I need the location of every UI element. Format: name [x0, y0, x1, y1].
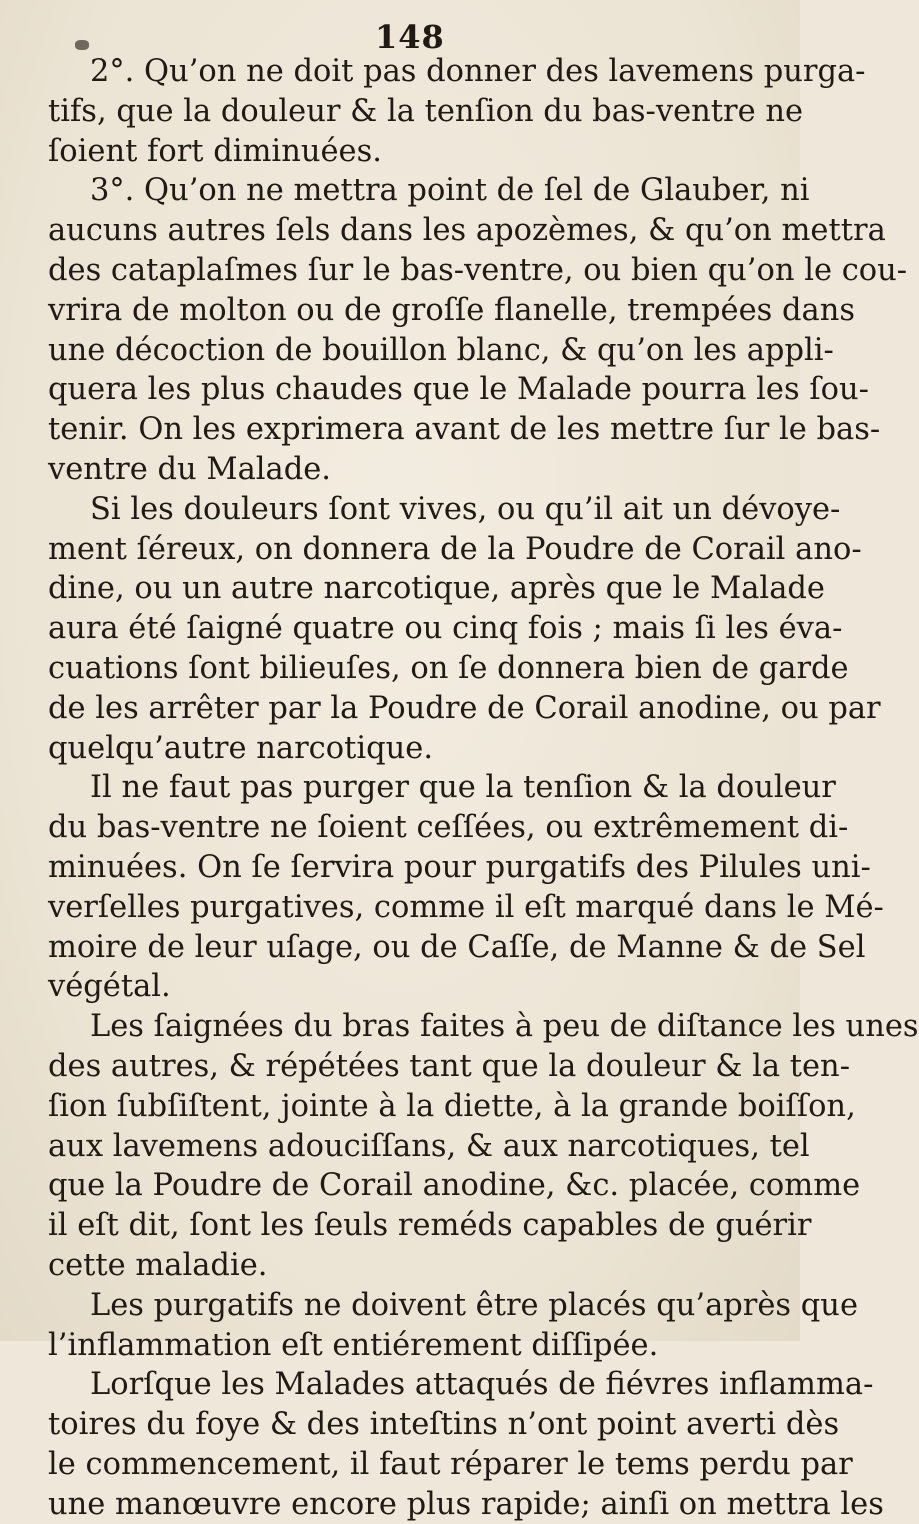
- text-line: des cataplaſmes ſur le bas-ventre, ou bien qu’on le cou-: [48, 252, 908, 288]
- text-line: une manœuvre encore plus rapide; ainſi on mettra les: [48, 1486, 884, 1522]
- text-line: végétal.: [48, 969, 171, 1005]
- text-line: il eſt dit, ſont les ſeuls reméds capables de guérir: [48, 1208, 812, 1244]
- text-line: le commencement, il faut réparer le tems perdu par: [48, 1446, 853, 1482]
- text-line: ment ſéreux, on donnera de la Poudre de Corail ano-: [48, 531, 862, 567]
- text-line: Lorſque les Malades attaqués de fiévres inflamma-: [90, 1367, 874, 1403]
- text-line: que la Poudre de Corail anodine, &c. placée, comme: [48, 1168, 861, 1204]
- text-line: de les arrêter par la Poudre de Corail anodine, ou par: [48, 690, 881, 726]
- text-line: l’inflammation eſt entiérement diſſipée.: [48, 1327, 659, 1363]
- text-line: Il ne faut pas purger que la tenſion & la douleur: [90, 770, 836, 806]
- text-line: aux lavemens adouciſſans, & aux narcotiques, tel: [48, 1128, 810, 1164]
- text-line: des autres, & répétées tant que la douleur & la ten-: [48, 1048, 850, 1084]
- text-line: Les ſaignées du bras faites à peu de diſtance les unes: [90, 1009, 919, 1045]
- page-number: 148: [375, 18, 445, 56]
- text-line: aura été ſaigné quatre ou cinq fois ; mais ſi les éva-: [48, 611, 843, 647]
- text-line: minuées. On ſe ſervira pour purgatifs des Pilules uni-: [48, 849, 871, 885]
- ink-smudge: [75, 40, 89, 50]
- text-line: ſoient fort diminuées.: [48, 133, 382, 169]
- text-line: 2°. Qu’on ne doit pas donner des lavemens purga-: [90, 54, 866, 89]
- text-line: Les purgatifs ne doivent être placés qu’après que: [90, 1287, 858, 1323]
- text-line: ſion ſubſiſtent, jointe à la diette, à la grande boiſſon,: [48, 1088, 856, 1124]
- text-line: une décoction de bouillon blanc, & qu’on les appli-: [48, 332, 834, 368]
- text-line: aucuns autres ſels dans les apozèmes, & qu’on mettra: [48, 213, 886, 249]
- text-line: moire de leur uſage, ou de Caſſe, de Manne & de Sel: [48, 929, 866, 965]
- text-line: vrira de molton ou de groſſe flanelle, trempées dans: [48, 292, 855, 328]
- text-line: 3°. Qu’on ne mettra point de ſel de Glauber, ni: [90, 173, 810, 209]
- text-line: du bas-ventre ne ſoient ceſſées, ou extrêmement di-: [48, 810, 849, 846]
- text-line: verſelles purgatives, comme il eſt marqué dans le Mé-: [48, 889, 884, 925]
- text-line: tenir. On les exprimera avant de les mettre ſur le bas-: [48, 412, 881, 448]
- body-text: [48, 52, 919, 1524]
- text-line: ventre du Malade.: [48, 451, 331, 487]
- text-line: quelqu’autre narcotique.: [48, 730, 434, 766]
- text-line: Si les douleurs ſont vives, ou qu’il ait un dévoye-: [90, 491, 841, 527]
- text-line: toires du foye & des inteſtins n’ont point averti dès: [48, 1407, 840, 1443]
- text-line: cette maladie.: [48, 1247, 268, 1283]
- text-line: dine, ou un autre narcotique, après que le Malade: [48, 571, 825, 607]
- text-line: quera les plus chaudes que le Malade pourra les ſou-: [48, 372, 869, 408]
- text-line: tifs, que la douleur & la tenſion du bas-ventre ne: [48, 93, 804, 129]
- text-line: cuations ſont bilieuſes, on ſe donnera bien de garde: [48, 650, 849, 686]
